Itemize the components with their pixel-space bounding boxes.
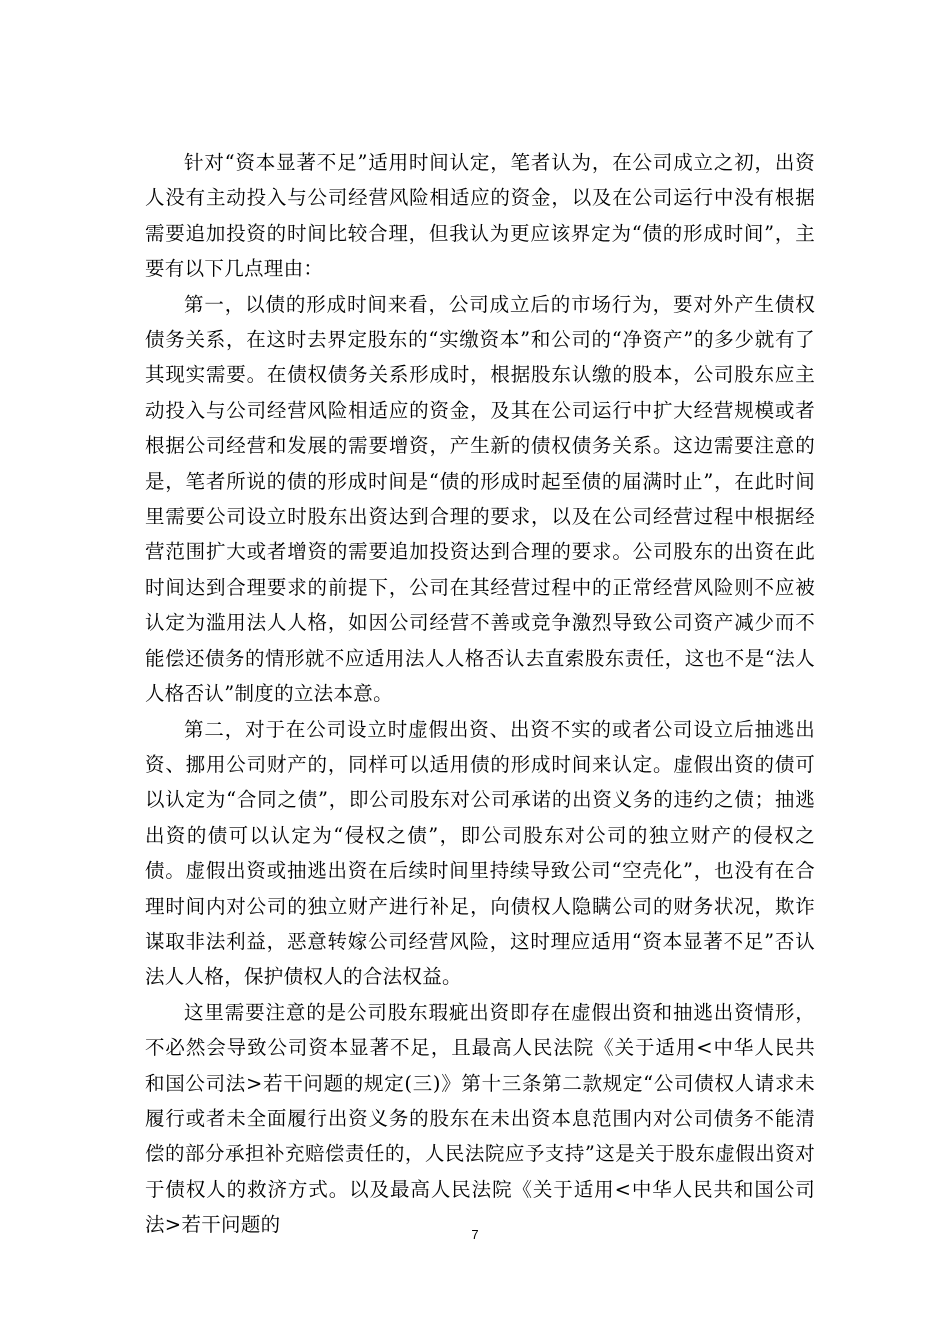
page-number: 7 (471, 1227, 479, 1242)
paragraph-time-determination: 针对“资本显著不足”适用时间认定，笔者认为，在公司成立之初，出资人没有主动投入与公司经营风险相适应的资金，以及在公司运行中没有根据需要追加投资的时间比较合理，但我认为更应该界定为“债的形成时间”，主要有以下几点理由： (145, 151, 815, 281)
paragraph-reason-one: 第一，以债的形成时间来看，公司成立后的市场行为，要对外产生债权债务关系，在这时去界定股东的“实缴资本”和公司的“净资产”的多少就有了其现实需要。在债权债务关系形成时，根据股东认缴的股本，公司股东应主动投入与公司经营风险相适应的资金，及其在公司运行中扩大经营规模或者根据公司经营和发展的需要增资，产生新的债权债务关系。这边需要注意的是，笔者所说的债的形成时间是“债的形成时起至债的届满时止”，在此时间里需要公司设立时股东出资达到合理的要求，以及在公司经营过程中根据经营范围扩大或者增资的需要追加投资达到合理的要求。公司股东的出资在此时间达到合理要求的前提下，公司在其经营过程中的正常经营风险则不应被认定为滥用法人人格，如因公司经营不善或竞争激烈导致公司资产减少而不能偿还债务的情形就不应适用法人人格否认去直索股东责任，这也不是“法人人格否认”制度的立法本意。 (145, 292, 815, 706)
paragraph-note: 这里需要注意的是公司股东瑕疵出资即存在虚假出资和抽逃出资情形，不必然会导致公司资本显著不足，且最高人民法院《关于适用<中华人民共和国公司法>若干问题的规定(三)》第十三条第二款规定“公司债权人请求未履行或者未全面履行出资义务的股东在未出资本息范围内对公司债务不能清偿的部分承担补充赔偿责任的，人民法院应予支持”这是关于股东虚假出资对于债权人的救济方式。以及最高人民法院《关于适用<中华人民共和国公司法>若干问题的 (145, 1000, 815, 1237)
paragraph-reason-two: 第二，对于在公司设立时虚假出资、出资不实的或者公司设立后抽逃出资、挪用公司财产的，同样可以适用债的形成时间来认定。虚假出资的债可以认定为“合同之债”，即公司股东对公司承诺的出资义务的违约之债；抽逃出资的债可以认定为“侵权之债”，即公司股东对公司的独立财产的侵权之债。虚假出资或抽逃出资在后续时间里持续导致公司“空壳化”，也没有在合理时间内对公司的独立财产进行补足，向债权人隐瞒公司的财务状况，欺诈谋取非法利益，恶意转嫁公司经营风险，这时理应适用“资本显著不足”否认法人人格，保护债权人的合法权益。 (145, 717, 815, 989)
body-text (145, 145, 815, 1243)
